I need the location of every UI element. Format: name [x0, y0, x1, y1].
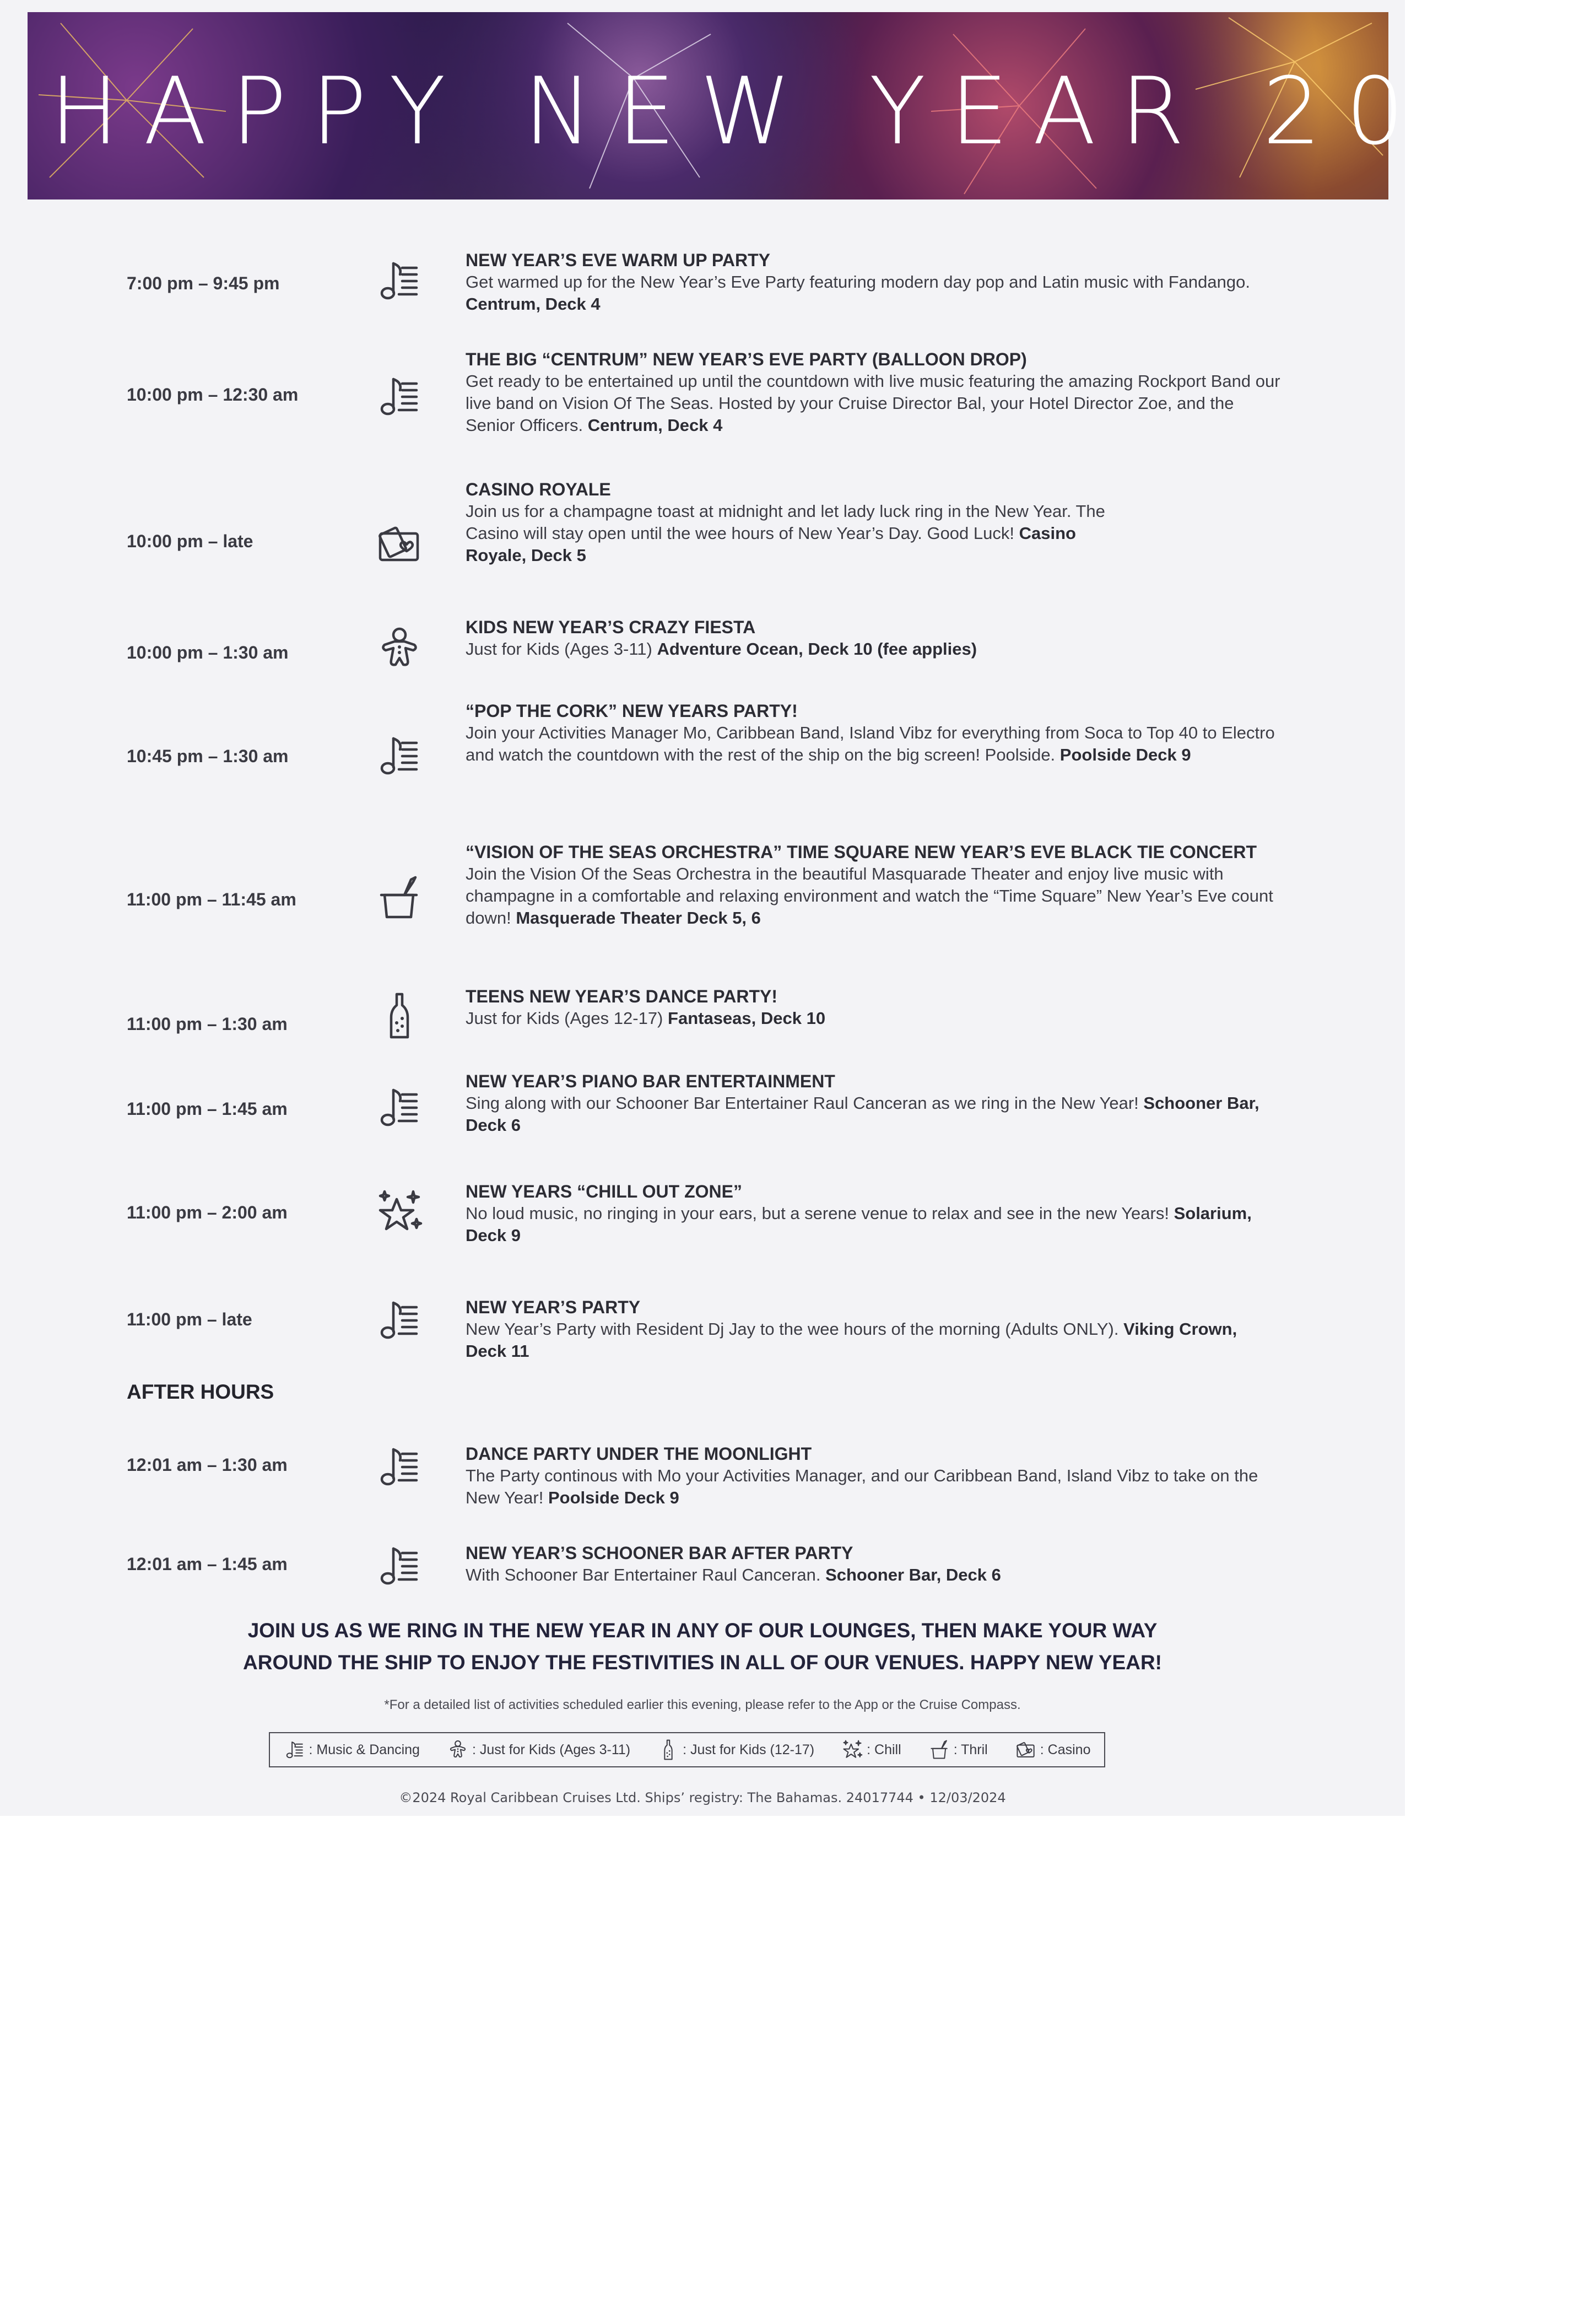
event-body: [466, 1443, 1281, 1509]
thrill-icon: [928, 1739, 950, 1761]
event-description: Get warmed up for the New Year’s Eve Party featuring modern day pop and Latin music with Fandango. Centrum, Deck 4: [466, 272, 1250, 314]
event-location: Centrum, Deck 4: [587, 416, 723, 435]
event-time: 10:00 pm – late: [127, 531, 253, 551]
event-description: Join us for a champagne toast at midnight and let lady luck ring in the New Year. The Casino will stay open until the wee hours of New Year’s Day. Good Luck! Casino Royale, Deck 5: [466, 502, 1105, 565]
event-time: 7:00 pm – 9:45 pm: [127, 273, 280, 293]
casino-icon: [375, 519, 424, 569]
music-dancing-icon: [375, 371, 424, 421]
event-title: CASINO ROYALE: [466, 479, 611, 499]
casino-icon: [1015, 1739, 1037, 1761]
event-time: 11:00 pm – 1:30 am: [127, 1014, 288, 1034]
event-body: [466, 478, 1281, 567]
music-dancing-icon: [375, 731, 424, 780]
event-location: Schooner Bar, Deck 6: [825, 1565, 1001, 1584]
event-location: Schooner Bar, Deck 6: [466, 1093, 1259, 1135]
event-time: 12:01 am – 1:30 am: [127, 1455, 288, 1475]
event-location: Casino Royale, Deck 5: [466, 524, 1076, 565]
event-body: [466, 348, 1281, 436]
copyright: ©2024 Royal Caribbean Cruises Ltd. Ships’ registry: The Bahamas. 24017744 • 12/03/2024: [399, 1790, 1006, 1805]
legend-item: [284, 1739, 420, 1761]
kids-icon: [375, 624, 424, 673]
event-description: Sing along with our Schooner Bar Entertainer Raul Canceran as we ring in the New Year! Schooner Bar, Deck 6: [466, 1093, 1259, 1135]
event-time: 11:00 pm – 2:00 am: [127, 1203, 288, 1222]
event-location: Fantaseas, Deck 10: [668, 1009, 826, 1028]
music-dancing-icon: [284, 1739, 306, 1761]
event-title: “POP THE CORK” NEW YEARS PARTY!: [466, 701, 798, 721]
event-body: [466, 1180, 1281, 1247]
event-location: Poolside Deck 9: [548, 1488, 679, 1507]
closing-message: [165, 1615, 1240, 1679]
footnote: *For a detailed list of activities scheduled earlier this evening, please refer to the App or the Cruise Compass.: [384, 1697, 1021, 1712]
legend-item: [1015, 1739, 1091, 1761]
banner-title: HAPPY NEW YEAR 2025: [50, 57, 1595, 165]
closing-line: AROUND THE SHIP TO ENJOY THE FESTIVITIES IN ALL OF OUR VENUES. HAPPY NEW YEAR!: [243, 1651, 1162, 1674]
legend-label: : Casino: [1040, 1741, 1091, 1757]
chill-icon: [375, 1187, 424, 1237]
event-title: NEW YEAR’S SCHOONER BAR AFTER PARTY: [466, 1543, 853, 1563]
music-dancing-icon: [375, 256, 424, 305]
event-title: NEW YEARS “CHILL OUT ZONE”: [466, 1182, 742, 1201]
event-location: Centrum, Deck 4: [466, 294, 601, 314]
music-dancing-icon: [375, 1442, 424, 1491]
event-body: [466, 1070, 1281, 1136]
thrill-icon: [375, 873, 424, 923]
event-body: [466, 700, 1281, 766]
event-time: 12:01 am – 1:45 am: [127, 1554, 288, 1574]
event-body: [466, 249, 1281, 315]
event-time: 10:45 pm – 1:30 am: [127, 746, 289, 766]
legend-label: : Thril: [953, 1741, 988, 1757]
after-hours-heading: AFTER HOURS: [127, 1381, 274, 1403]
legend-item: [657, 1739, 814, 1761]
event-body: [466, 1296, 1281, 1362]
event-location: Solarium, Deck 9: [466, 1204, 1252, 1245]
event-location: Poolside Deck 9: [1059, 745, 1191, 764]
banner: [28, 12, 1595, 199]
legend-item: [447, 1739, 630, 1761]
event-title: KIDS NEW YEAR’S CRAZY FIESTA: [466, 617, 756, 637]
music-dancing-icon: [375, 1541, 424, 1590]
event-time: 11:00 pm – 11:45 am: [127, 889, 296, 909]
event-description: Just for Kids (Ages 12-17) Fantaseas, Deck 10: [466, 1009, 826, 1028]
icon-legend: [269, 1732, 1105, 1767]
event-title: THE BIG “CENTRUM” NEW YEAR’S EVE PARTY (BALLOON DROP): [466, 349, 1027, 369]
event-time: 10:00 pm – 12:30 am: [127, 385, 299, 405]
legend-item: [928, 1739, 988, 1761]
music-dancing-icon: [375, 1295, 424, 1345]
event-location: Masquerade Theater Deck 5, 6: [516, 908, 761, 928]
event-title: DANCE PARTY UNDER THE MOONLIGHT: [466, 1444, 812, 1464]
event-description: With Schooner Bar Entertainer Raul Canceran. Schooner Bar, Deck 6: [466, 1565, 1001, 1584]
event-description: New Year’s Party with Resident Dj Jay to the wee hours of the morning (Adults ONLY). Viking Crown, Deck 11: [466, 1319, 1237, 1361]
event-description: Join your Activities Manager Mo, Caribbean Band, Island Vibz for everything from Soca to Top 40 to Electro and watch the countdown with the rest of the ship on the big screen! Poolside. Poolside Deck 9: [466, 723, 1275, 764]
event-time: 11:00 pm – 1:45 am: [127, 1099, 288, 1119]
legend-label: : Just for Kids (Ages 3-11): [472, 1741, 631, 1757]
legend-label: : Just for Kids (12-17): [683, 1741, 815, 1757]
event-description: The Party continous with Mo your Activities Manager, and our Caribbean Band, Island Vibz to take on the New Year! Poolside Deck 9: [466, 1466, 1258, 1507]
event-title: NEW YEAR’S EVE WARM UP PARTY: [466, 250, 770, 270]
event-description: Join the Vision Of the Seas Orchestra in the beautiful Masquarade Theater and enjoy live music with champagne in a comfortable and relaxing environment and watch the “Time Square” New Year’s Eve count down! Masquerade Theater Deck 5, 6: [466, 864, 1273, 928]
event-title: NEW YEAR’S PIANO BAR ENTERTAINMENT: [466, 1071, 835, 1091]
event-time: 11:00 pm – late: [127, 1309, 252, 1329]
event-body: [466, 841, 1281, 929]
teens-icon: [375, 991, 424, 1040]
event-body: [466, 985, 1281, 1029]
event-time: 10:00 pm – 1:30 am: [127, 643, 289, 662]
event-location: Adventure Ocean, Deck 10 (fee applies): [657, 639, 977, 659]
chill-icon: [841, 1739, 863, 1761]
kids-icon: [447, 1739, 469, 1761]
event-body: [466, 1542, 1281, 1586]
music-dancing-icon: [375, 1082, 424, 1132]
teens-icon: [657, 1739, 679, 1761]
event-title: “VISION OF THE SEAS ORCHESTRA” TIME SQUARE NEW YEAR’S EVE BLACK TIE CONCERT: [466, 842, 1257, 862]
event-description: Get ready to be entertained up until the countdown with live music featuring the amazing Rockport Band our live band on Vision Of The Seas. Hosted by your Cruise Director Bal, your Hotel Director Zoe, and the Senior Officers. Centrum, Deck 4: [466, 371, 1280, 435]
event-body: [466, 616, 1281, 660]
event-title: NEW YEAR’S PARTY: [466, 1297, 641, 1317]
closing-line: JOIN US AS WE RING IN THE NEW YEAR IN ANY OF OUR LOUNGES, THEN MAKE YOUR WAY: [247, 1619, 1158, 1642]
legend-item: [841, 1739, 901, 1761]
legend-label: : Music & Dancing: [309, 1741, 420, 1757]
event-title: TEENS NEW YEAR’S DANCE PARTY!: [466, 986, 777, 1006]
event-description: No loud music, no ringing in your ears, but a serene venue to relax and see in the new Years! Solarium, Deck 9: [466, 1204, 1252, 1245]
event-description: Just for Kids (Ages 3-11) Adventure Ocean, Deck 10 (fee applies): [466, 639, 977, 659]
legend-label: : Chill: [867, 1741, 901, 1757]
event-location: Viking Crown, Deck 11: [466, 1319, 1237, 1361]
